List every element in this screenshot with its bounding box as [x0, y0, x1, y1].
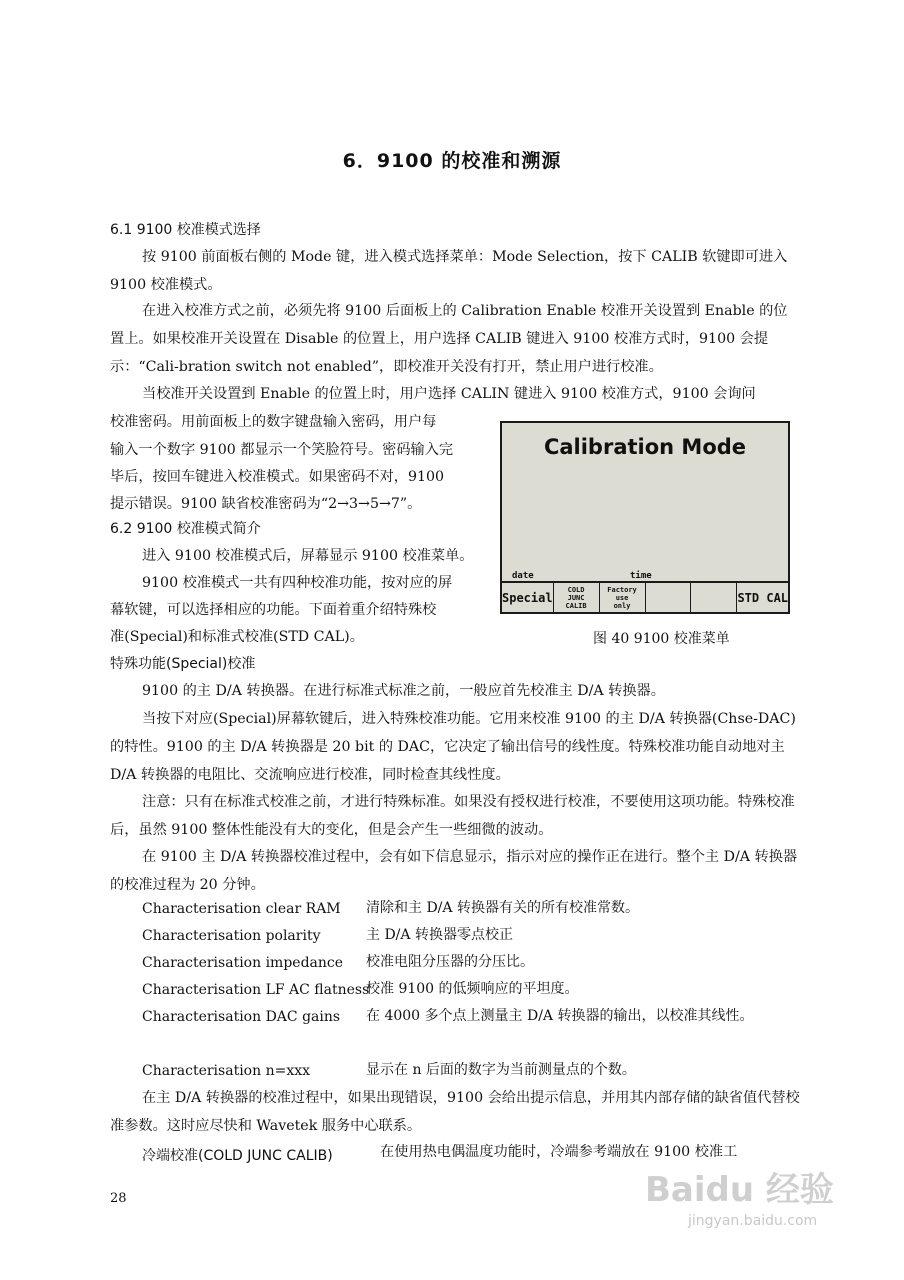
special-para-1: 9100 的主 D/A 转换器。在进行标准式标准之前，一般应首先校准主 D/A 转换器。 — [142, 683, 665, 699]
section-6-1-para-2: 在进入校准方式之前，必须先将 9100 后面板上的 Calibration Enable 校准开关设置到 Enable 的位置上。如果校准开关设置在 Disable 的位置上，用户选择 CALIB 键进入 9100 校准方式时，9100 会提示：“Cali-bration switch not enabled”，即校准开关没有打开，禁止用户进行校准。 — [110, 303, 788, 375]
figure-caption: 图 40 9100 校准菜单 — [593, 631, 730, 647]
message-name: Characterisation impedance — [142, 955, 344, 971]
section-6-1-para-3-line-5: 提示错误。9100 缺省校准密码为“2→3→5→7”。 — [110, 496, 422, 512]
calibration-menu-screen — [500, 421, 790, 614]
section-6-2-para-1: 进入 9100 校准模式后，屏幕显示 9100 校准菜单。 — [142, 548, 474, 564]
special-para-5: 在主 D/A 转换器的校准过程中，如果出现错误，9100 会给出提示信息，并用其内部存储的缺省值代替校准参数。这时应尽快和 Wavetek 服务中心联系。 — [110, 1090, 800, 1134]
baidu-watermark-logo: Baidu 经验 — [645, 1170, 834, 1210]
message-desc: 显示在 n 后面的数字为当前测量点的个数。 — [366, 1062, 636, 1078]
softkey-factory-use-only[interactable]: Factory use only — [600, 583, 646, 612]
message-name: Characterisation LF AC flatness — [142, 982, 370, 998]
section-6-2-heading: 6.2 9100 校准模式简介 — [110, 521, 261, 537]
message-desc: 校准 9100 的低频响应的平坦度。 — [366, 981, 579, 997]
page-number: 28 — [110, 1191, 127, 1206]
section-6-1-para-3-line-2: 校准密码。用前面板上的数字键盘输入密码，用户每 — [110, 414, 437, 430]
special-heading: 特殊功能(Special)校准 — [110, 656, 256, 672]
date-label: date — [512, 571, 534, 581]
message-desc: 校准电阻分压器的分压比。 — [366, 954, 534, 970]
special-para-2: 当按下对应(Special)屏幕软键后，进入特殊校准功能。它用来校准 9100 的主 D/A 转换器(Chse-DAC)的特性。9100 的主 D/A 转换器是 20 bit 的 DAC，它决定了输出信号的线性度。特殊校准功能自动地对主 D/A 转换器的电阻比、交流响应进行校准，同时检查其线性度。 — [110, 711, 796, 783]
section-6-1-para-3-line-1: 当校准开关设置到 Enable 的位置上时，用户选择 CALIN 键进入 9100 校准方式，9100 会询问 — [142, 386, 756, 402]
special-para-3: 注意：只有在标准式校准之前，才进行特殊标准。如果没有授权进行校准，不要使用这项功能。特殊校准后，虽然 9100 整体性能没有大的变化，但是会产生一些细微的波动。 — [110, 794, 795, 838]
section-6-2-para-2-line-1: 9100 校准模式一共有四种校准功能，按对应的屏 — [142, 575, 453, 591]
baidu-watermark-url: jingyan.baidu.com — [688, 1213, 818, 1229]
section-6-1-heading: 6.1 9100 校准模式选择 — [110, 222, 261, 238]
time-label: time — [630, 571, 652, 581]
softkey-blank-1[interactable] — [646, 583, 692, 612]
section-6-2-para-2-line-3: 准(Special)和标准式校准(STD CAL)。 — [110, 629, 364, 645]
message-name: Characterisation clear RAM — [142, 901, 341, 917]
section-6-1-para-1: 按 9100 前面板右侧的 Mode 键，进入模式选择菜单：Mode Selection，按下 CALIB 软键即可进入 9100 校准模式。 — [110, 249, 788, 293]
cold-junc-label: 冷端校准(COLD JUNC CALIB) — [142, 1148, 333, 1164]
section-6-2-para-2-line-2: 幕软键，可以选择相应的功能。下面着重介绍特殊校 — [110, 602, 437, 618]
softkey-cold-junc-calib[interactable]: COLD JUNC CALIB — [554, 583, 600, 612]
section-6-1-para-3-line-3: 输入一个数字 9100 都显示一个笑脸符号。密码输入完 — [110, 442, 454, 458]
message-name: Characterisation n=xxx — [142, 1063, 310, 1079]
page-title: 6．9100 的校准和溯源 — [342, 150, 562, 172]
special-para-4: 在 9100 主 D/A 转换器校准过程中，会有如下信息显示，指示对应的操作正在进行。整个主 D/A 转换器的校准过程为 20 分钟。 — [110, 849, 798, 893]
softkey-special[interactable]: Special — [502, 583, 554, 612]
softkey-std-cal[interactable]: STD CAL — [737, 590, 789, 605]
softkey-row — [502, 581, 788, 612]
message-desc: 清除和主 D/A 转换器有关的所有校准常数。 — [366, 900, 639, 916]
message-name: Characterisation DAC gains — [142, 1009, 341, 1025]
screen-title: Calibration Mode — [543, 435, 747, 459]
softkey-blank-2[interactable] — [691, 583, 737, 612]
cold-junc-text: 在使用热电偶温度功能时，冷端参考端放在 9100 校准工 — [380, 1144, 738, 1160]
section-6-1-para-3-line-4: 毕后，按回车键进入校准模式。如果密码不对，9100 — [110, 469, 445, 485]
message-name: Characterisation polarity — [142, 928, 321, 944]
message-desc: 主 D/A 转换器零点校正 — [366, 927, 513, 943]
message-desc: 在 4000 多个点上测量主 D/A 转换器的输出，以校准其线性。 — [366, 1008, 754, 1024]
